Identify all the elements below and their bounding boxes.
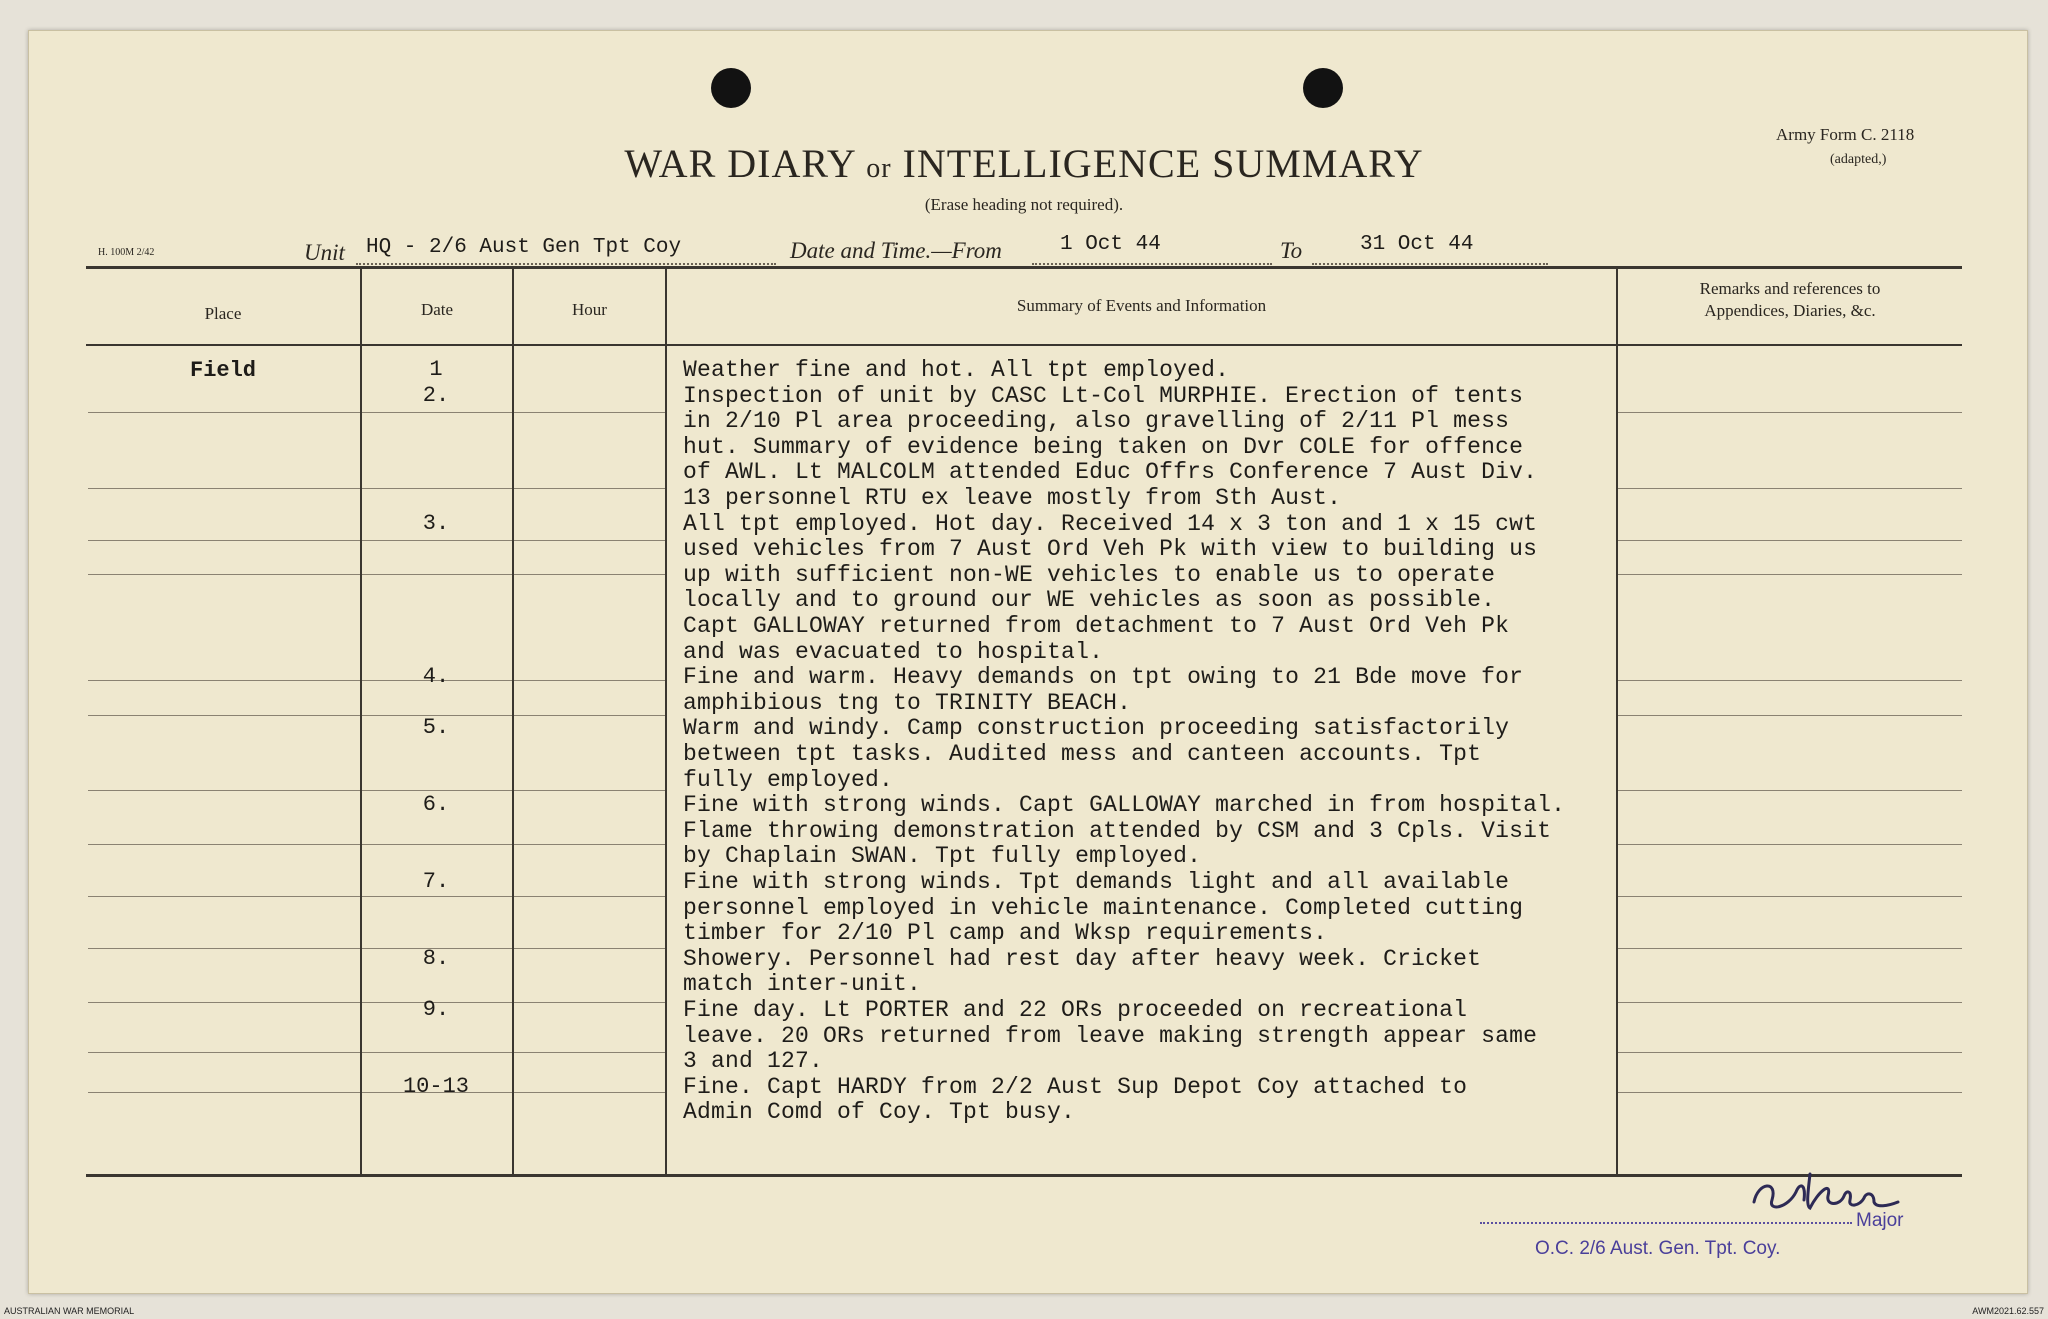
ruled-line [514,896,665,897]
signatory-rank: Major [1856,1210,1904,1231]
ruled-line [1618,948,1962,949]
summary-line: and was evacuated to hospital. [683,638,1104,665]
summary-line: amphibious tng to TRINITY BEACH. [683,689,1132,716]
signature-line [1480,1222,1852,1224]
army-form-number: Army Form C. 2118 [1776,125,1915,144]
unit-label: Unit [304,240,345,265]
ruled-line [362,790,512,791]
ruled-line [1618,680,1962,681]
summary-line: fully employed. [683,766,894,793]
signatory-stamp: O.C. 2/6 Aust. Gen. Tpt. Coy. [1535,1238,1781,1259]
ruled-line [514,488,665,489]
ruled-line [362,540,512,541]
ruled-line [88,680,360,681]
ruled-line [88,844,360,845]
ruled-line [514,1092,665,1093]
date-entry: 6. [422,792,450,818]
summary-line: by Chaplain SWAN. Tpt fully employed. [683,843,1202,870]
column-header-date: Date [420,300,454,319]
summary-line: up with sufficient non-WE vehicles to enable us to operate [683,561,1496,588]
date-entry: 8. [422,945,450,971]
summary-line: timber for 2/10 Pl camp and Wksp requirements. [683,920,1328,947]
title-or: or [866,153,892,184]
ruled-line [1618,574,1962,575]
summary-line: 3 and 127. [683,1048,824,1075]
summary-line: Inspection of unit by CASC Lt-Col MURPHIE. Erection of tents [683,382,1524,409]
ruled-line [514,1052,665,1053]
summary-line: in 2/10 Pl area proceeding, also gravelling of 2/11 Pl mess [683,408,1510,435]
summary-line: Showery. Personnel had rest day after heavy week. Cricket [683,945,1482,972]
adapted-note: (adapted,) [1830,152,1887,167]
footer-accession-number: AWM2021.62.557 [1972,1306,2044,1316]
column-header-summary: Summary of Events and Information [1016,296,1267,315]
column-divider-summary [1616,268,1618,1174]
ruled-line [1618,844,1962,845]
column-header-hour: Hour [572,300,607,319]
ruled-line [514,412,665,413]
ruled-line [88,1052,360,1053]
date-entry: 2. [422,382,450,408]
ruled-line [362,488,512,489]
summary-line: used vehicles from 7 Aust Ord Veh Pk with view to building us [683,536,1538,563]
date-entry: 9. [422,997,450,1022]
ruled-line [1618,790,1962,791]
ruled-line [1618,1002,1962,1003]
date-to-label: To [1280,238,1303,263]
place-field: Field [190,358,257,383]
summary-line: Flame throwing demonstration attended by CSM and 3 Cpls. Visit [683,817,1552,844]
ruled-line [88,1092,360,1093]
ruled-line [88,574,360,575]
summary-line: Admin Comd of Coy. Tpt busy. [683,1099,1076,1126]
summary-line: leave. 20 ORs returned from leave making strength appear same [683,1022,1538,1049]
date-to-value: 31 Oct 44 [1360,233,1474,256]
date-entry: 1 [429,357,443,382]
ruled-line [514,844,665,845]
column-divider-date [512,268,514,1174]
table-header-rule [86,344,1962,346]
title-intelligence-summary: INTELLIGENCE SUMMARY [902,141,1424,186]
summary-line: Capt GALLOWAY returned from detachment to 7 Aust Ord Veh Pk [683,613,1510,639]
summary-line: Fine with strong winds. Capt GALLOWAY marched in from hospital. [683,792,1566,819]
summary-line: of AWL. Lt MALCOLM attended Educ Offrs Conference 7 Aust Div. [683,459,1538,486]
date-entry: 4. [422,664,450,690]
summary-line: 13 personnel RTU ex leave mostly from Sth Aust. [683,485,1342,511]
table-top-rule [86,266,1962,269]
summary-line: Fine day. Lt PORTER and 22 ORs proceeded on recreational [683,997,1468,1023]
punch-hole-right [1303,68,1343,108]
title-war-diary: WAR DIARY [624,141,856,186]
unit-value: HQ - 2/6 Aust Gen Tpt Coy [366,236,682,259]
ruled-line [514,948,665,949]
summary-line: match inter-unit. [683,971,922,998]
ruled-line [1618,715,1962,716]
ruled-line [362,844,512,845]
summary-line: All tpt employed. Hot day. Received 14 x 3 ton and 1 x 15 cwt [683,510,1538,537]
ruled-line [1618,540,1962,541]
summary-line: Fine. Capt HARDY from 2/2 Aust Sup Depot Coy attached to [683,1073,1468,1100]
ruled-line [88,790,360,791]
ruled-line [88,715,360,716]
page-title [0,140,2048,187]
ruled-line [362,574,512,575]
ruled-line [362,412,512,413]
ruled-line [362,1052,512,1053]
ruled-line [514,540,665,541]
date-entry: 10-13 [402,1073,469,1099]
punch-hole-left [711,68,751,108]
date-from-dotted-line [1032,263,1272,265]
ruled-line [1618,412,1962,413]
ruled-line [514,790,665,791]
summary-line: Fine and warm. Heavy demands on tpt owing to 21 Bde move for [683,664,1524,691]
ruled-line [362,896,512,897]
column-header-appendices: Appendices, Diaries, &c. [1704,301,1876,320]
column-header-place: Place [204,304,242,323]
ruled-line [88,488,360,489]
ruled-line [88,1002,360,1003]
ruled-line [514,680,665,681]
column-divider-place [360,268,362,1174]
table-bottom-rule [86,1174,1962,1177]
date-entry: 5. [422,715,450,741]
summary-line: Warm and windy. Camp construction proceeding satisfactorily [683,715,1510,742]
ruled-line [514,715,665,716]
date-to-dotted-line [1312,263,1548,265]
summary-line: Fine with strong winds. Tpt demands light and all available [683,869,1510,895]
date-from-label: Date and Time.—From [790,238,1002,263]
summary-line: locally and to ground our WE vehicles as soon as possible. [683,587,1496,614]
unit-dotted-line [356,263,776,265]
ruled-line [88,540,360,541]
column-divider-hour [665,268,667,1174]
ruled-line [514,574,665,575]
summary-line: Weather fine and hot. All tpt employed. [683,357,1230,383]
column-header-remarks: Remarks and references to [1699,279,1881,298]
ruled-line [1618,1052,1962,1053]
erase-heading-note: (Erase heading not required). [924,195,1124,214]
ruled-line [514,1002,665,1003]
ruled-line [1618,488,1962,489]
footer-archive-name: AUSTRALIAN WAR MEMORIAL [4,1306,135,1316]
date-from-value: 1 Oct 44 [1060,233,1161,256]
form-code: H. 100M 2/42 [98,247,155,258]
ruled-line [88,412,360,413]
ruled-line [1618,896,1962,897]
summary-line: hut. Summary of evidence being taken on Dvr COLE for offence [683,433,1524,460]
ruled-line [1618,1092,1962,1093]
summary-line: between tpt tasks. Audited mess and canteen accounts. Tpt [683,741,1482,767]
date-entry: 7. [422,869,450,894]
ruled-line [88,896,360,897]
ruled-line [88,948,360,949]
date-entry: 3. [422,510,450,536]
summary-line: personnel employed in vehicle maintenance. Completed cutting [683,894,1524,921]
